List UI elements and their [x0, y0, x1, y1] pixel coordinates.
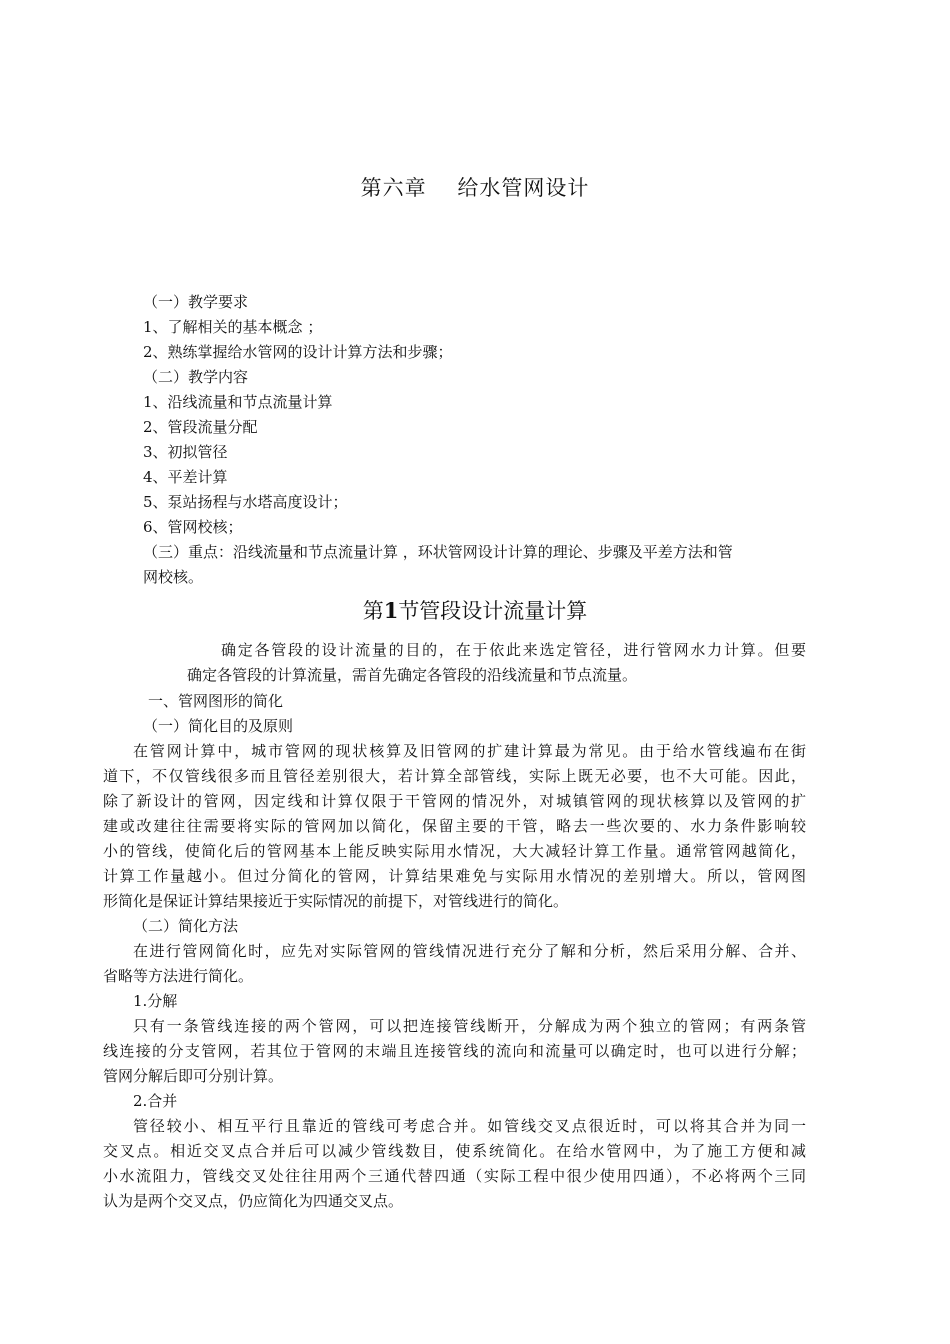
simplification-heading: 一、管网图形的简化	[148, 692, 284, 710]
key-points-line: （三）重点：沿线流量和节点流量计算 ，环状管网设计计算的理论、步骤及平差方法和管	[143, 543, 733, 561]
paragraph-line: 省略等方法进行简化。	[103, 967, 254, 985]
content-item: 3、初拟管径	[143, 443, 228, 461]
paragraph-line: 管径较小、相互平行且靠近的管线可考虑合并。如管线交叉点很近时，可以将其合并为同一	[133, 1117, 806, 1135]
paragraph-line: 计算工作量越小。但过分简化的管网，计算结果难免与实际用水情况的差别增大。所以，管网图	[103, 867, 806, 885]
intro-line: 确定各管段的计算流量，需首先确定各管段的沿线流量和节点流量。	[187, 666, 638, 684]
section-title-prefix: 第	[362, 599, 384, 623]
paragraph-line: 交叉点。相近交叉点合并后可以减少管线数目，使系统简化。在给水管网中，为了施工方便和减	[103, 1142, 806, 1160]
paragraph-line: 管网分解后即可分别计算。	[103, 1067, 284, 1085]
chapter-title: 第六章 给水管网设计	[360, 176, 590, 200]
content-item: 4、平差计算	[143, 468, 228, 486]
teaching-content-heading: （二）教学内容	[143, 368, 249, 386]
paragraph-line: 除了新设计的管网，因定线和计算仅限于干管网的情况外，对城镇管网的现状核算以及管网的扩	[103, 792, 806, 810]
paragraph-line: 在管网计算中，城市管网的现状核算及旧管网的扩建计算最为常见。由于给水管线遍布在街	[133, 742, 806, 760]
key-points-line: 网校核。	[143, 568, 204, 586]
paragraph-line: 认为是两个交叉点，仍应简化为四通交叉点。	[103, 1192, 404, 1210]
requirement-item: 2、熟练掌握给水管网的设计计算方法和步骤；	[143, 343, 453, 361]
intro-line: 确定各管段的设计流量的目的，在于依此来选定管径，进行管网水力计算。但要	[221, 641, 806, 659]
merge-heading: 2.合并	[133, 1092, 178, 1110]
content-item: 6、管网校核；	[143, 518, 243, 536]
paragraph-line: 形简化是保证计算结果接近于实际情况的前提下，对管线进行的简化。	[103, 892, 569, 910]
paragraph-line: 小的管线，使简化后的管网基本上能反映实际用水情况，大大减轻计算工作量。通常管网越简化，	[103, 842, 806, 860]
section-title	[0, 595, 950, 625]
paragraph-line: 建或改建往往需要将实际的管网加以简化，保留主要的干管，略去一些次要的、水力条件影响较	[103, 817, 806, 835]
content-item: 2、管段流量分配	[143, 418, 258, 436]
section-title-suffix: 节管段设计流量计算	[398, 599, 588, 623]
paragraph-line: 只有一条管线连接的两个管网，可以把连接管线断开，分解成为两个独立的管网；有两条管	[133, 1017, 806, 1035]
purpose-heading: （一）简化目的及原则	[143, 717, 294, 735]
section-number: 1	[383, 598, 399, 623]
paragraph-line: 道下，不仅管线很多而且管径差别很大，若计算全部管线，实际上既无必要，也不大可能。因此，	[103, 767, 806, 785]
paragraph-line: 在进行管网简化时，应先对实际管网的管线情况进行充分了解和分析，然后采用分解、合并、	[133, 942, 806, 960]
paragraph-line: 线连接的分支管网，若其位于管网的末端且连接管线的流向和流量可以确定时，也可以进行分解；	[103, 1042, 806, 1060]
requirement-item: 1、了解相关的基本概念 ；	[143, 318, 323, 336]
content-item: 5、泵站扬程与水塔高度设计；	[143, 493, 348, 511]
decompose-heading: 1.分解	[133, 992, 178, 1010]
content-item: 1、沿线流量和节点流量计算	[143, 393, 333, 411]
paragraph-line: 小水流阻力，管线交叉处往往用两个三通代替四通（实际工程中很少使用四通），不必将两个三同	[103, 1167, 806, 1185]
method-heading: （二）简化方法	[133, 917, 239, 935]
teaching-requirements-heading: （一）教学要求	[143, 293, 249, 311]
